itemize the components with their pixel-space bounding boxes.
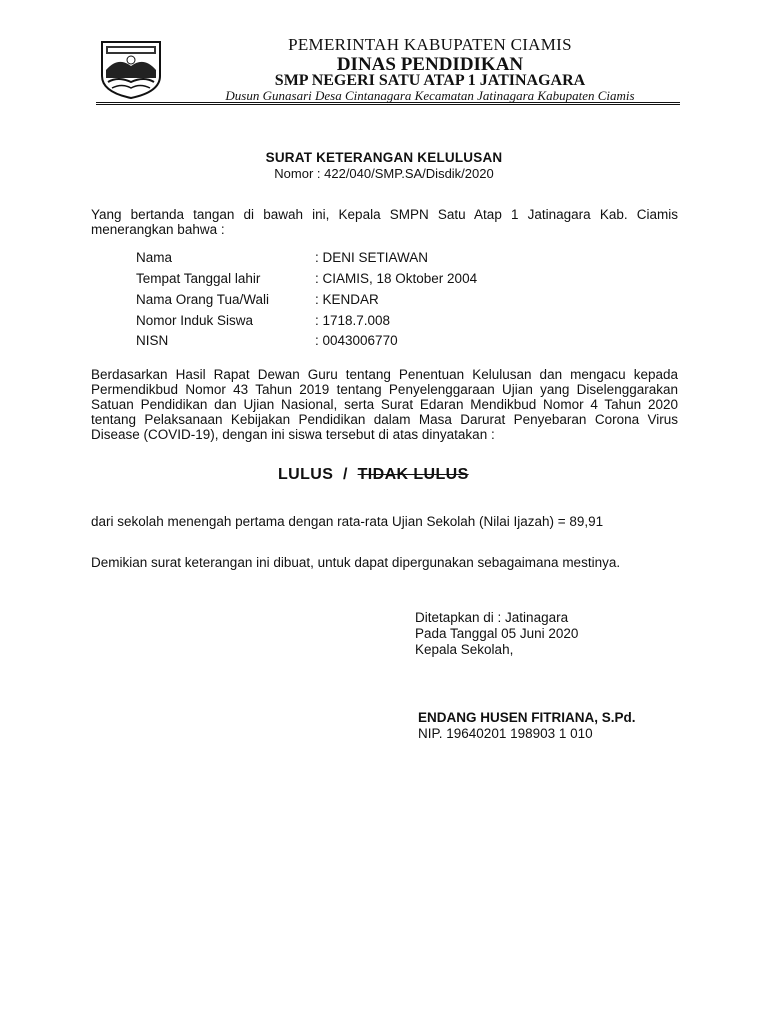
letterhead-divider [96, 102, 680, 103]
intro-paragraph: Yang bertanda tangan di bawah ini, Kepala SMPN Satu Atap 1 Jatinagara Kab. Ciamis menerangkan bahwa : [91, 207, 678, 237]
principal-name: ENDANG HUSEN FITRIANA, S.Pd. [418, 710, 636, 725]
field-value: : 1718.7.008 [315, 313, 391, 328]
field-label: Nama [136, 250, 173, 265]
signature-date: Pada Tanggal 05 Juni 2020 [415, 626, 579, 641]
field-label: Nama Orang Tua/Wali [136, 292, 270, 307]
field-value: : KENDAR [315, 292, 379, 307]
result-pass: LULUS [278, 466, 334, 483]
field-label: Tempat Tanggal lahir [136, 271, 261, 286]
closing-statement: Demikian surat keterangan ini dibuat, untuk dapat dipergunakan sebagaimana mestinya. [91, 555, 621, 570]
signature-position: Kepala Sekolah, [415, 642, 514, 657]
school-address: Dusun Gunasari Desa Cintanagara Kecamatan Jatinagara Kabupaten Ciamis [225, 88, 635, 103]
result-fail-struck: TIDAK LULUS [357, 466, 469, 483]
document-number: Nomor : 422/040/SMP.SA/Disdik/2020 [274, 166, 494, 181]
regency-logo-icon [96, 40, 166, 100]
principal-nip: NIP. 19640201 198903 1 010 [418, 726, 593, 741]
field-label: Nomor Induk Siswa [136, 313, 254, 328]
grade-statement: dari sekolah menengah pertama dengan rata-rata Ujian Sekolah (Nilai Ijazah) = 89,91 [91, 514, 604, 529]
government-name: PEMERINTAH KABUPATEN CIAMIS [288, 35, 572, 54]
field-value: : DENI SETIAWAN [315, 250, 429, 265]
document-title: SURAT KETERANGAN KELULUSAN [265, 150, 503, 165]
letterhead-divider-thick [96, 104, 680, 105]
school-name: SMP NEGERI SATU ATAP 1 JATINAGARA [274, 72, 586, 89]
department-name: DINAS PENDIDIKAN [336, 54, 524, 75]
result-separator: / [343, 466, 348, 483]
signature-place: Ditetapkan di : Jatinagara [415, 610, 569, 625]
basis-paragraph: Berdasarkan Hasil Rapat Dewan Guru tentang Penentuan Kelulusan dan mengacu kepada Permendikbud Nomor 43 Tahun 2019 tentang Penyelenggaraan Ujian yang Diselenggarakan Satuan Pendidikan dan Ujian Nasional, serta Surat Edaran Mendikbud Nomor 4 Tahun 2020 tentang Pelaksanaan Kebijakan Pendidikan dalam Masa Darurat Penyebaran Corona Virus Disease (COVID-19), dengan ini siswa tersebut di atas dinyatakan : [91, 367, 678, 442]
graduation-result [278, 466, 469, 484]
field-value: : 0043006770 [315, 333, 398, 348]
field-label: NISN [136, 333, 169, 348]
field-value: : CIAMIS, 18 Oktober 2004 [315, 271, 478, 286]
